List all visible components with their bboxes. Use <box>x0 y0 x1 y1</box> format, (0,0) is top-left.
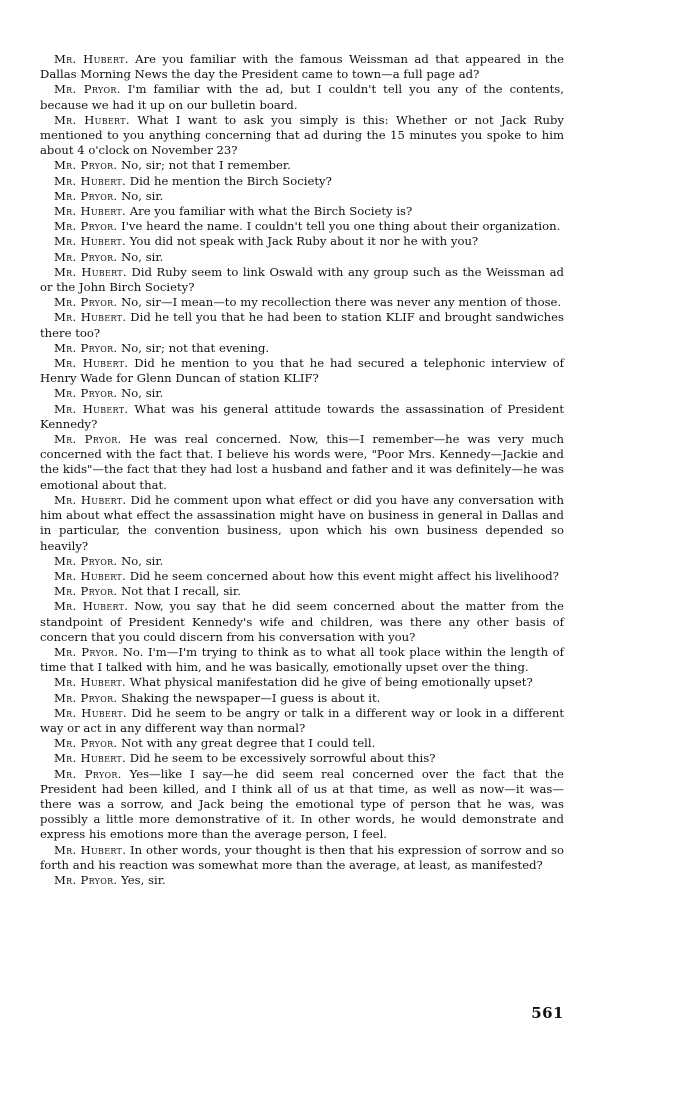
testimony-text: In other words, your thought is then that his expression of sorrow and so forth and his reaction was somewhat more than the average, at least, as manifested? <box>40 842 564 872</box>
speaker-pryor: Mr. Pryor. <box>54 872 118 887</box>
testimony-text: Did he mention the Birch Society? <box>129 173 332 188</box>
testimony-paragraph <box>40 174 564 189</box>
speaker-pryor: Mr. Pryor. <box>54 553 118 568</box>
speaker-hubert: Mr. Hubert. <box>54 356 129 371</box>
testimony-paragraph <box>40 219 564 234</box>
speaker-pryor: Mr. Pryor. <box>54 188 118 203</box>
testimony-paragraph <box>40 113 564 159</box>
testimony-paragraph <box>40 295 564 310</box>
speaker-hubert: Mr. Hubert. <box>54 568 127 583</box>
speaker-hubert: Mr. Hubert. <box>54 492 127 507</box>
testimony-paragraph <box>40 82 564 112</box>
testimony-text: What physical manifestation did he give of being emotionally upset? <box>129 675 533 690</box>
speaker-pryor: Mr. Pryor. <box>54 432 122 447</box>
testimony-paragraph <box>40 554 564 569</box>
speaker-hubert: Mr. Hubert. <box>54 264 127 279</box>
testimony-paragraph <box>40 189 564 204</box>
testimony-text: I've heard the name. I couldn't tell you one thing about their organization. <box>121 219 561 234</box>
testimony-paragraph <box>40 873 564 888</box>
testimony-text: Did he seem concerned about how this event might affect his livelihood? <box>129 568 559 583</box>
testimony-text: Did he tell you that he had been to station KLIF and brought sandwiches there too? <box>40 310 564 340</box>
testimony-paragraph <box>40 767 564 843</box>
speaker-hubert: Mr. Hubert. <box>54 675 127 690</box>
speaker-hubert: Mr. Hubert. <box>54 751 127 766</box>
testimony-paragraph <box>40 356 564 386</box>
speaker-pryor: Mr. Pryor. <box>54 340 118 355</box>
speaker-hubert: Mr. Hubert. <box>54 204 127 219</box>
testimony-text: You did not speak with Jack Ruby about it nor he with you? <box>129 234 479 249</box>
testimony-paragraph <box>40 402 564 432</box>
testimony-text: Did he comment upon what effect or did you have any conversation with him about what effect the assassination might have on business in general in Dallas and in particular, the convention business, upon which his own business depended so heavily? <box>40 492 564 553</box>
testimony-text: What was his general attitude towards the assassination of President Kennedy? <box>40 401 564 431</box>
testimony-text: No, sir. <box>121 249 164 264</box>
speaker-hubert: Mr. Hubert. <box>54 599 129 614</box>
testimony-text: Did he seem to be angry or talk in a different way or look in a different way or act in any different way than normal? <box>40 705 564 735</box>
testimony-text: Yes, sir. <box>121 872 166 887</box>
testimony-paragraph <box>40 691 564 706</box>
testimony-text: No, sir; not that evening. <box>121 340 270 355</box>
speaker-pryor: Mr. Pryor. <box>54 690 118 705</box>
testimony-text: Are you familiar with the famous Weissman ad that appeared in the Dallas Morning News the day the President came to town—a full page ad? <box>40 52 564 82</box>
testimony-paragraph <box>40 386 564 401</box>
speaker-pryor: Mr. Pryor. <box>54 158 118 173</box>
speaker-hubert: Mr. Hubert. <box>54 401 129 416</box>
testimony-text: Did he mention to you that he had secured a telephonic interview of Henry Wade for Glenn Duncan of station KLIF? <box>40 356 564 386</box>
testimony-paragraph <box>40 569 564 584</box>
testimony-text: No. I'm—I'm trying to think as to what all took place within the length of time that I talked with him, and he was basically, emotionally upset over the thing. <box>40 644 564 675</box>
speaker-pryor: Mr. Pryor. <box>54 766 122 781</box>
testimony-paragraph <box>40 158 564 173</box>
testimony-text: No, sir. <box>121 386 164 401</box>
testimony-text: Did he seem to be excessively sorrowful about this? <box>129 751 436 766</box>
testimony-paragraph <box>40 310 564 340</box>
page-number: 561 <box>531 1004 564 1022</box>
speaker-hubert: Mr. Hubert. <box>54 705 127 720</box>
speaker-hubert: Mr. Hubert. <box>54 52 129 66</box>
testimony-paragraph <box>40 584 564 599</box>
speaker-pryor: Mr. Pryor. <box>54 295 118 310</box>
testimony-paragraph <box>40 341 564 356</box>
testimony-paragraph <box>40 645 564 675</box>
testimony-page <box>40 52 564 888</box>
testimony-text: No, sir; not that I remember. <box>121 158 291 173</box>
speaker-hubert: Mr. Hubert. <box>54 112 130 127</box>
testimony-paragraph <box>40 751 564 766</box>
testimony-paragraph <box>40 250 564 265</box>
speaker-pryor: Mr. Pryor. <box>54 644 119 659</box>
testimony-paragraph <box>40 52 564 82</box>
testimony-paragraph <box>40 493 564 554</box>
testimony-text: Not that I recall, sir. <box>121 584 241 599</box>
testimony-paragraph <box>40 706 564 736</box>
speaker-pryor: Mr. Pryor. <box>54 386 118 401</box>
testimony-paragraph <box>40 234 564 249</box>
testimony-paragraph <box>40 599 564 645</box>
testimony-paragraph <box>40 736 564 751</box>
speaker-hubert: Mr. Hubert. <box>54 842 127 857</box>
speaker-hubert: Mr. Hubert. <box>54 234 127 249</box>
testimony-paragraph <box>40 843 564 873</box>
speaker-hubert: Mr. Hubert. <box>54 310 127 325</box>
testimony-text: Yes—like I say—he did seem real concerned over the fact that the President had been killed, and I think all of us at that time, as well as now—it was—there was a sorrow, and Jack being the emotional type of person that he was, was possibly a little more demonstrative of it. In other words, he would demonstrate and express his emotions more than the average person, I feel. <box>40 766 564 842</box>
testimony-text: Shaking the newspaper—I guess is about it. <box>121 690 381 705</box>
speaker-pryor: Mr. Pryor. <box>54 249 118 264</box>
testimony-text: No, sir. <box>121 188 164 203</box>
testimony-text: Now, you say that he did seem concerned about the matter from the standpoint of President Kennedy's wife and children, was there any other basis of concern that you could discern from his conversation with you? <box>40 599 564 644</box>
testimony-paragraph <box>40 432 564 493</box>
testimony-paragraph <box>40 204 564 219</box>
testimony-text: What I want to ask you simply is this: Whether or not Jack Ruby mentioned to you anything concerning that ad during the 15 minutes you spoke to him about 4 o'clock on November 23? <box>40 112 564 158</box>
testimony-text: Are you familiar with what the Birch Society is? <box>129 204 413 219</box>
testimony-text: No, sir. <box>121 553 164 568</box>
testimony-text: Not with any great degree that I could tell. <box>121 736 376 751</box>
speaker-pryor: Mr. Pryor. <box>54 219 118 234</box>
testimony-text: I'm familiar with the ad, but I couldn't tell you any of the contents, because we had it up on our bulletin board. <box>40 82 564 112</box>
speaker-hubert: Mr. Hubert. <box>54 173 127 188</box>
testimony-text: No, sir—I mean—to my recollection there was never any mention of those. <box>121 295 562 310</box>
speaker-pryor: Mr. Pryor. <box>54 82 121 97</box>
speaker-pryor: Mr. Pryor. <box>54 736 118 751</box>
testimony-text: He was real concerned. Now, this—I remember—he was very much concerned with the fact that. I believe his words were, "Poor Mrs. Kennedy—Jackie and the kids"—the fact that they had lost a husband and father and it was definitely—he was emotional about that. <box>40 432 564 492</box>
speaker-pryor: Mr. Pryor. <box>54 584 118 599</box>
testimony-paragraph <box>40 675 564 690</box>
testimony-paragraph <box>40 265 564 295</box>
transcript-body <box>40 52 564 888</box>
testimony-text: Did Ruby seem to link Oswald with any group such as the Weissman ad or the John Birch Society? <box>40 264 564 295</box>
